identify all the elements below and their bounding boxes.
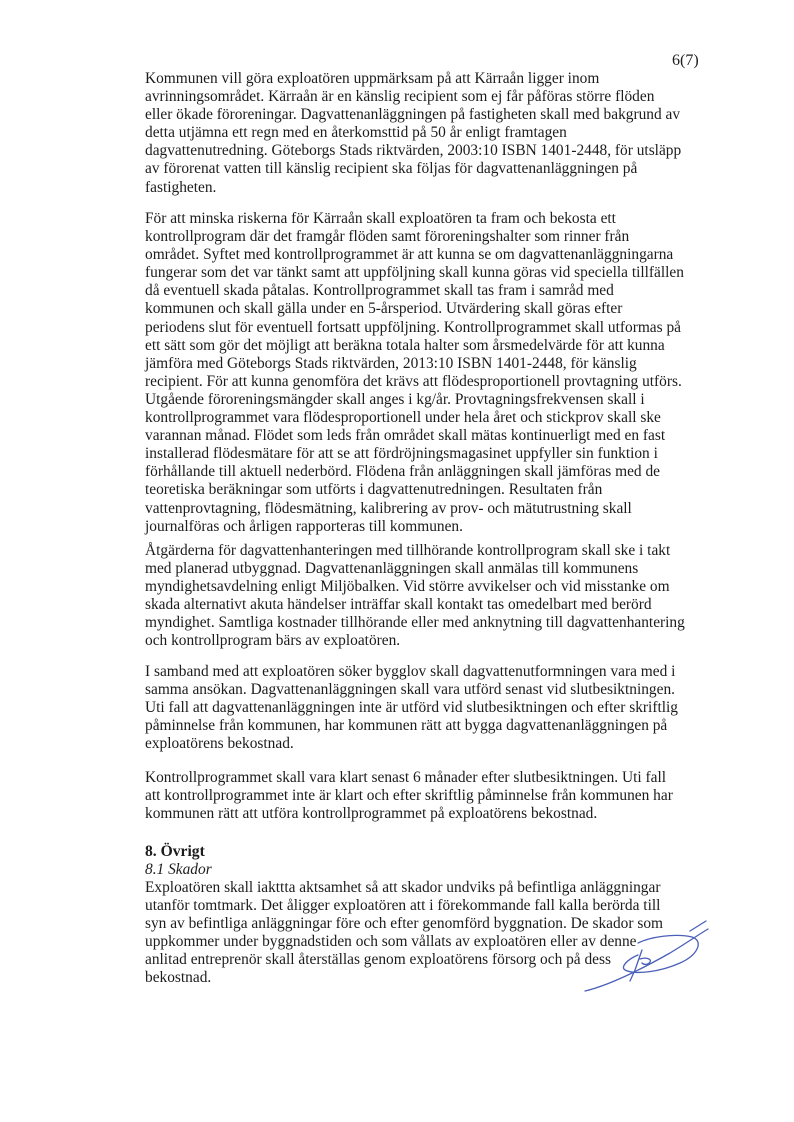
paragraph-kontrollprogram: För att minska riskerna för Kärraån skall exploatören ta fram och bekosta ett kontrollprogram där det framgår flöden samt föroreningshalter som rinner från området. Syftet med kontrollprogrammet är att kunna se om dagvattenanläggningarna fungerar som det var tänkt samt att uppföljning skall kunna göras vid speciella tillfällen då eventuell skada påtalas. Kontrollprogrammet skall tas fram i samråd med kommunen och skall gälla under en 5-årsperiod. Utvärdering skall göras efter periodens slut för eventuell fortsatt uppföljning. Kontrollprogrammet skall utformas på ett sätt som gör det möjligt att beräkna totala halter som årsmedelvärde för att kunna jämföra med Göteborgs Stads riktvärden, 2013:10 ISBN 1401-2448, för känslig recipient. För att kunna genomföra det krävs att flödesproportionell provtagning utförs. Utgående föroreningsmängder skall anges i kg/år. Provtagningsfrekvensen skall i kontrollprogrammet vara flödesproportionell under hela året och stickprov skall ske varannan månad. Flödet som leds från området skall mätas kontinuerligt med en fast installerad flödesmätare för att se att fördröjningsmagasinet uppfyller sin funktion i förhållande till aktuell nederbörd. Flödena från anläggningen skall jämföras med de teoretiska beräkningar som utförts i dagvattenutredningen. Resultaten från vattenprovtagning, flödesmätning, kalibrering av prov- och mätutrustning skall journalföras och årligen rapporteras till kommunen. xyxy=(145,210,684,535)
paragraph-atgarder: Åtgärderna för dagvattenhanteringen med tillhörande kontrollprogram skall ske i takt med planerad utbyggnad. Dagvattenanläggningen skall anmälas till kommunens myndighetsavdelning enligt Miljöbalken. Vid större avvikelser och vid misstanke om skada alternativt akuta händelser inträffar skall kontakt tas omedelbart med berörd myndighet. Samtliga kostnader tillhörande eller med anknytning till dagvattenhantering och kontrollprogram bärs av exploatören. xyxy=(145,542,685,650)
signature-strokes xyxy=(585,921,708,991)
paragraph-kontrollprogram-deadline: Kontrollprogrammet skall vara klart senast 6 månader efter slutbesiktningen. Uti fall att kontrollprogrammet inte är klart och efter skriftlig påminnelse från kommunen har kommunen rätt att utföra kontrollprogrammet på exploatörens bekostnad. xyxy=(145,769,673,823)
paragraph-bygglov: I samband med att exploatören söker bygglov skall dagvattenutformningen vara med i samma ansökan. Dagvattenanläggningen skall vara utförd senast vid slutbesiktningen. Uti fall att dagvattenanläggningen inte är utförd vid slutbesiktningen och efter skriftlig påminnelse från kommunen, har kommunen rätt att bygga dagvattenanläggningen på exploatörens bekostnad. xyxy=(145,663,678,753)
page-number: 6(7) xyxy=(672,52,699,69)
paragraph-karraan-recipient: Kommunen vill göra exploatören uppmärksam på att Kärraån ligger inom avrinningsområdet. Kärraån är en känslig recipient som ej får påföras större flöden eller ökade föroreningar. Dagvattenanläggningen på fastigheten skall med bakgrund av detta utjämna ett regn med en återkomsttid på 50 år enligt framtagen dagvattenutredning. Göteborgs Stads riktvärden, 2003:10 ISBN 1401-2448, för utsläpp av förorenat vatten till känslig recipient ska följas för dagvattenanläggningen på fastigheten. xyxy=(145,70,682,196)
paragraph-skador: Exploatören skall iakttta aktsamhet så att skador undviks på befintliga anläggningar utanför tomtmark. Det åligger exploatören att i förekommande fall kalla berörda till syn av befintliga anläggningar före och efter genomförd byggnation. De skador som uppkommer under byggnadstiden och som vållats av exploatören eller av denne anlitad entreprenör skall återställas genom exploatörens försorg och på dess bekostnad. xyxy=(145,879,663,987)
handwritten-signature-icon xyxy=(580,915,710,995)
subsection-heading-skador: 8.1 Skador xyxy=(145,861,212,878)
section-heading-ovrigt: 8. Övrigt xyxy=(145,843,205,860)
